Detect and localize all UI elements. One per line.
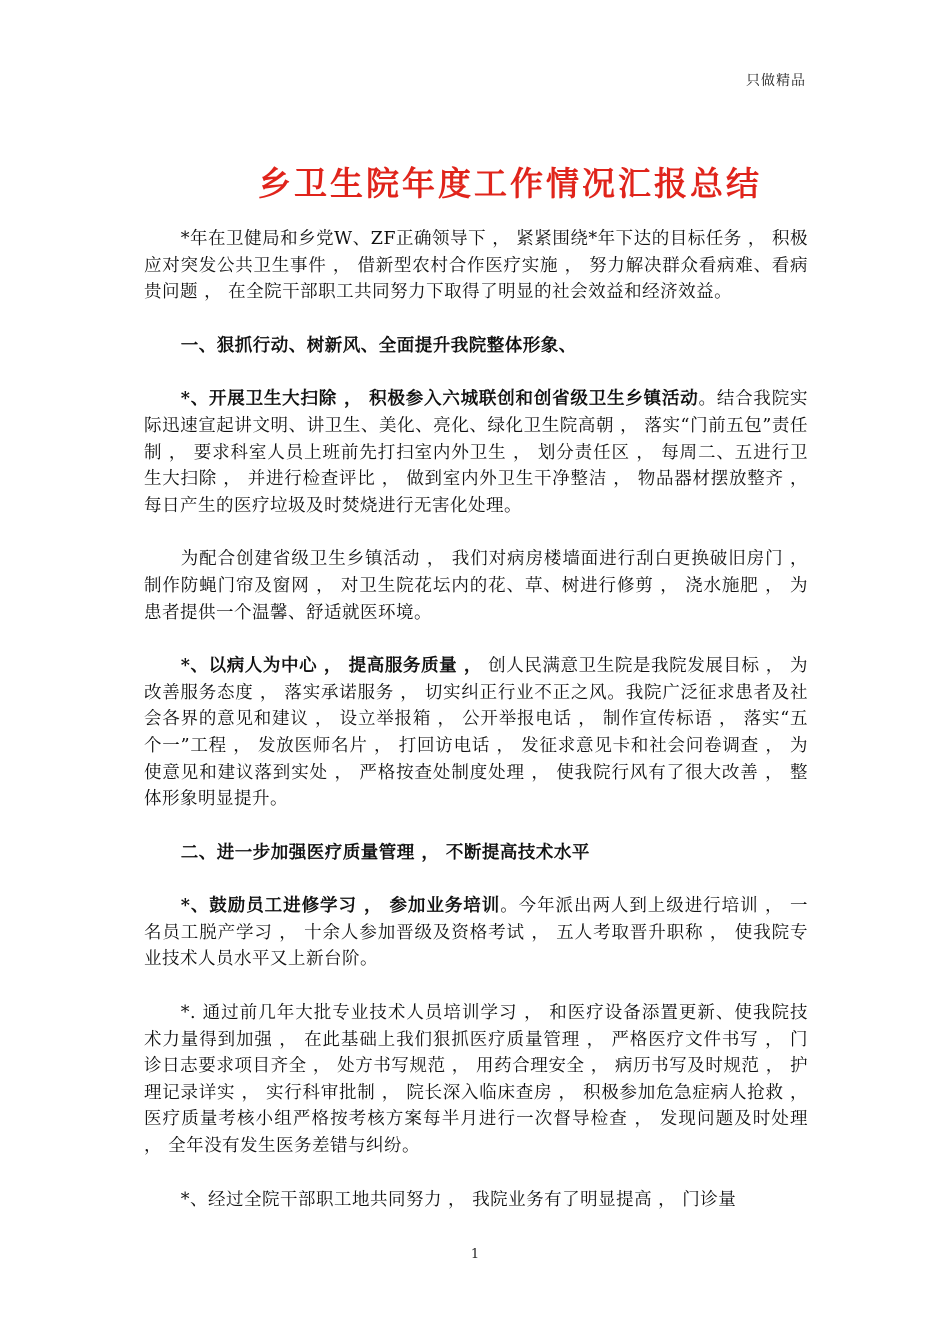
paragraph-lead: *、开展卫生大扫除 ， 积极参入六城联创和创省级卫生乡镇活动 (180, 389, 699, 410)
intro-paragraph (144, 226, 808, 306)
body-paragraph (144, 653, 808, 813)
body-paragraph (144, 1187, 808, 1214)
paragraph-text: *年在卫健局和乡党W、ZF正确领导下 ， 紧紧围绕*年下达的目标任务 ， 积极应对突发公共卫生事件 ， 借新型农村合作医疗实施 ， 努力解决群众看病难、看病贵问题 ， 在全院干部职工共同努力下取得了明显的社会效益和经济效益。 (144, 229, 808, 303)
paragraph-text: *. 通过前几年大批专业技术人员培训学习 ， 和医疗设备添置更新、使我院技术力量得到加强 ， 在此基础上我们狠抓医疗质量管理 ， 严格医疗文件书写 ， 门诊日志要求项目齐全 ， 处方书写规范 ， 用药合理安全 ， 病历书写及时规范 ， 护理记录详实 ， 实行科审批制 ， 院长深入临床查房 ， 积极参加危急症病人抢救 ， 医疗质量考核小组严格按考核方案每半月进行一次督导检查 ， 发现问题及时处理 ， 全年没有发生医务差错与纠纷。 (144, 1003, 808, 1157)
paragraph-lead: *、鼓励员工进修学习 ， 参加业务培训 (180, 896, 501, 917)
body-paragraph (144, 546, 808, 626)
document-title: 乡卫生院年度工作情况汇报总结 (258, 164, 762, 203)
paragraph-text: *、经过全院干部职工地共同努力 ， 我院业务有了明显提高 ， 门诊量 (180, 1189, 737, 1210)
body-paragraph (144, 893, 808, 973)
document-body (144, 226, 808, 1240)
body-paragraph (144, 386, 808, 519)
header-note: 只做精品 (746, 73, 806, 89)
page-number: 1 (470, 1247, 480, 1262)
body-paragraph (144, 1000, 808, 1160)
paragraph-text: 创人民满意卫生院是我院发展目标 ， 为改善服务态度 ， 落实承诺服务 ， 切实纠正行业不正之风。我院广泛征求患者及社会各界的意见和建议 ， 设立举报箱 ， 公开举报电话 ， 制作宣传标语 ， 落实“五个一”工程 ， 发放医师名片 ， 打回访电话 ， 发征求意见卡和社会问卷调查 ， 为使意见和建议落到实处 ， 严格按查处制度处理 ， 使我院行风有了很大改善 ， 整体形象明显提升。 (144, 656, 808, 810)
paragraph-text: 。结合我院实际迅速宣起讲文明、讲卫生、美化、亮化、绿化卫生院高朝 ， 落实“门前五包”责任制 ， 要求科室人员上班前先打扫室内外卫生 ， 划分责任区 ， 每周二、五进行卫生大扫除 ， 并进行检查评比 ， 做到室内外卫生干净整洁 ， 物品器材摆放整齐 ， 每日产生的医疗垃圾及时焚烧进行无害化处理。 (144, 389, 809, 516)
paragraph-lead: *、以病人为中心 ， 提高服务质量 ， (180, 656, 482, 677)
paragraph-text: 。今年派出两人到上级进行培训 ， 一名员工脱产学习 ， 十余人参加晋级及资格考试 ， 五人考取晋升职称 ， 使我院专业技术人员水平又上新台阶。 (144, 896, 809, 970)
section-heading-2: 二、进一步加强医疗质量管理 ， 不断提高技术水平 (180, 842, 590, 863)
paragraph-text: 为配合创建省级卫生乡镇活动 ， 我们对病房楼墙面进行刮白更换破旧房门 ， 制作防蝇门帘及窗网 ， 对卫生院花坛内的花、草、树进行修剪 ， 浇水施肥 ， 为患者提供一个温馨、舒适就医环境。 (144, 549, 808, 623)
section-heading-1: 一、狠抓行动、树新风、全面提升我院整体形象、 (180, 335, 577, 356)
